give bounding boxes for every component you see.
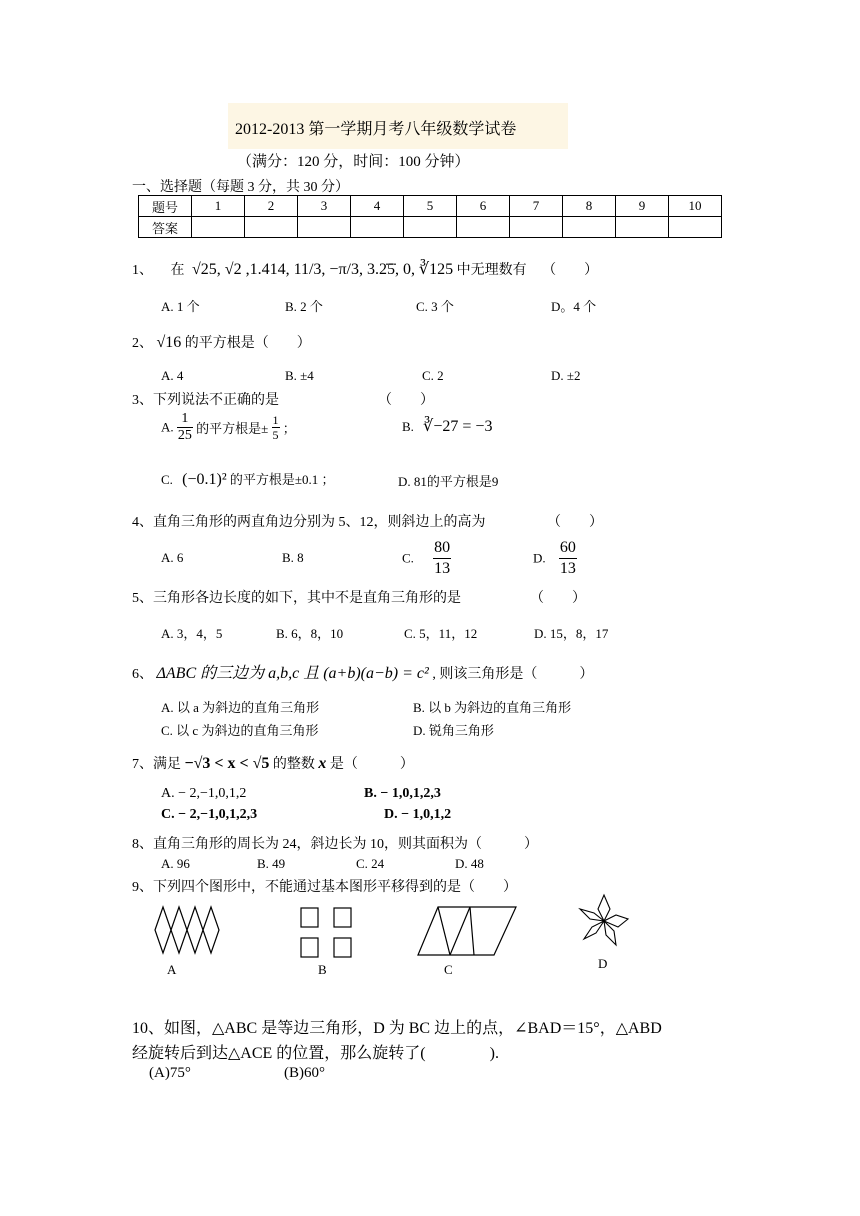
question-text: , 则该三角形是（ ） xyxy=(432,667,594,682)
answer-cell[interactable] xyxy=(510,217,563,238)
option-d: D. 48 xyxy=(455,856,484,871)
table-cell: 题号 xyxy=(139,196,192,217)
question-2 xyxy=(132,332,311,352)
denominator: 13 xyxy=(559,560,576,577)
question-number: 6、 xyxy=(132,667,153,682)
question-text: 在 xyxy=(170,263,185,278)
question-number: 2、 xyxy=(132,336,153,351)
math-expression: −√3 < x < √5 xyxy=(184,755,270,772)
fraction xyxy=(433,538,451,579)
answer-paren: （ ） xyxy=(547,515,603,530)
option-d xyxy=(533,538,577,579)
math-expression: ∛−27 = −3 xyxy=(423,418,493,435)
fraction xyxy=(559,538,577,579)
option-b: B. ±4 xyxy=(285,368,314,383)
math-expression: √25, √2 ,1.414, 11/3, −π/3, 3.2̇5̇, 0, ∛125 xyxy=(192,261,454,278)
option-b: B. 49 xyxy=(257,856,286,871)
option-c: C. 以 c 为斜边的直角三角形 xyxy=(161,723,319,738)
numerator: 1 xyxy=(272,413,279,427)
option-b: B. 以 b 为斜边的直角三角形 xyxy=(413,700,572,715)
option-label: B. xyxy=(402,419,414,434)
option-b: B. 2 个 xyxy=(285,299,323,314)
option-a: A. 1 个 xyxy=(161,299,200,314)
numerator: 80 xyxy=(433,538,451,559)
denominator: 5 xyxy=(272,428,279,442)
question-number: 1、 xyxy=(132,263,153,278)
figure-label-b: B xyxy=(318,962,327,977)
option-label: A. xyxy=(161,419,174,435)
table-cell: 10 xyxy=(669,196,722,217)
option-b xyxy=(402,416,492,436)
option-c xyxy=(161,469,335,489)
question-text: 的平方根是（ ） xyxy=(184,336,311,351)
table-cell: 8 xyxy=(563,196,616,217)
fraction xyxy=(272,413,280,442)
page-subtitle: （满分：120 分，时间：100 分钟） xyxy=(237,154,470,170)
answer-table xyxy=(138,195,722,238)
answer-cell[interactable] xyxy=(245,217,298,238)
answer-paren: （ ） xyxy=(530,591,586,606)
section-heading: 一、选择题（每题 3 分，共 30 分） xyxy=(132,180,349,195)
table-cell: 7 xyxy=(510,196,563,217)
denominator: 13 xyxy=(434,560,451,577)
math-expression: (−0.1)² xyxy=(182,471,227,488)
option-d: D. 81的平方根是9 xyxy=(398,474,499,489)
option-b: B. − 1,0,1,2,3 xyxy=(364,786,441,801)
figure-b-squares xyxy=(299,906,355,960)
table-cell: 1 xyxy=(192,196,245,217)
option-a: A. 4 xyxy=(161,368,184,383)
numerator: 60 xyxy=(559,538,577,559)
table-cell: 4 xyxy=(351,196,404,217)
question-text: 的整数 xyxy=(272,757,315,772)
option-c: C. 24 xyxy=(356,856,385,871)
option-c: C. 5，11，12 xyxy=(404,626,478,641)
option-d: D. 锐角三角形 xyxy=(413,723,494,738)
table-cell: 答案 xyxy=(139,217,192,238)
option-a xyxy=(161,411,296,444)
question-number: 7、满足 xyxy=(132,757,181,772)
figure-d-pinwheel xyxy=(578,891,630,951)
question-text: 中无理数有 xyxy=(456,263,527,278)
table-cell: 9 xyxy=(616,196,669,217)
option-d: D. ±2 xyxy=(551,368,581,383)
question-3: 3、下列说法不正确的是 xyxy=(132,393,279,408)
question-8: 8、直角三角形的周长为 24，斜边长为 10，则其面积为（ ） xyxy=(132,837,538,852)
table-cell: 2 xyxy=(245,196,298,217)
answer-cell[interactable] xyxy=(669,217,722,238)
table-row xyxy=(139,196,722,217)
answer-cell[interactable] xyxy=(404,217,457,238)
option-d: D. 15，8，17 xyxy=(534,626,609,641)
option-a: A. 3，4，5 xyxy=(161,626,223,641)
question-9: 9、下列四个图形中，不能通过基本图形平移得到的是（ ） xyxy=(132,880,517,895)
table-cell: 6 xyxy=(457,196,510,217)
option-text: ； xyxy=(282,421,296,436)
option-c: C. 3 个 xyxy=(416,299,454,314)
answer-paren: （ ） xyxy=(378,393,434,408)
question-4: 4、直角三角形的两直角边分别为 5、12，则斜边上的高为 xyxy=(132,515,486,530)
option-label: C. xyxy=(161,472,173,487)
figure-a-rhombus-row xyxy=(153,905,225,955)
denominator: 25 xyxy=(177,428,192,443)
question-1 xyxy=(132,259,598,279)
option-a: (A)75° xyxy=(149,1065,191,1081)
math-expression: ΔABC 的三边为 a,b,c 且 (a+b)(a−b) = c² xyxy=(156,665,429,682)
question-7 xyxy=(132,753,414,773)
answer-cell[interactable] xyxy=(457,217,510,238)
option-label: D. xyxy=(533,550,546,566)
question-5: 5、三角形各边长度的如下，其中不是直角三角形的是 xyxy=(132,591,461,606)
option-c xyxy=(402,538,451,579)
option-label: C. xyxy=(402,550,414,566)
page-title: 2012-2013 第一学期月考八年级数学试卷 xyxy=(235,121,517,138)
question-10-line2: 经旋转后到达△ACE 的位置，那么旋转了( ). xyxy=(132,1045,499,1062)
option-text: 的平方根是±0.1 ； xyxy=(229,472,335,487)
answer-cell[interactable] xyxy=(192,217,245,238)
fraction xyxy=(177,411,193,444)
option-text: 的平方根是± xyxy=(196,421,269,436)
question-6 xyxy=(132,660,593,683)
figure-label-a: A xyxy=(167,962,177,977)
answer-cell[interactable] xyxy=(351,217,404,238)
table-cell: 5 xyxy=(404,196,457,217)
answer-cell[interactable] xyxy=(298,217,351,238)
question-10-line1: 10、如图，△ABC 是等边三角形，D 为 BC 边上的点，∠BAD＝15°，△ABD xyxy=(132,1020,662,1037)
table-row xyxy=(139,217,722,238)
option-d: D. − 1,0,1,2 xyxy=(384,807,452,822)
option-a: A. 6 xyxy=(161,550,184,565)
option-b: (B)60° xyxy=(284,1065,325,1081)
math-expression: √16 xyxy=(156,334,182,351)
numerator: 1 xyxy=(177,411,193,428)
option-b: B. 6，8，10 xyxy=(276,626,344,641)
figure-c-triangles xyxy=(416,905,518,957)
option-d: D。4 个 xyxy=(551,299,597,314)
answer-cell[interactable] xyxy=(563,217,616,238)
answer-cell[interactable] xyxy=(616,217,669,238)
option-c: C. 2 xyxy=(422,368,444,383)
answer-paren: （ ） xyxy=(542,263,599,278)
option-a: A. 以 a 为斜边的直角三角形 xyxy=(161,700,320,715)
question-text: 是（ ） xyxy=(329,757,414,772)
math-variable: x xyxy=(318,755,327,772)
option-b: B. 8 xyxy=(282,550,304,565)
option-a: A. 96 xyxy=(161,856,190,871)
figure-label-d: D xyxy=(598,956,608,971)
table-cell: 3 xyxy=(298,196,351,217)
option-c: C. − 2,−1,0,1,2,3 xyxy=(161,807,258,822)
option-a: A. − 2,−1,0,1,2 xyxy=(161,786,247,801)
figure-label-c: C xyxy=(444,962,453,977)
